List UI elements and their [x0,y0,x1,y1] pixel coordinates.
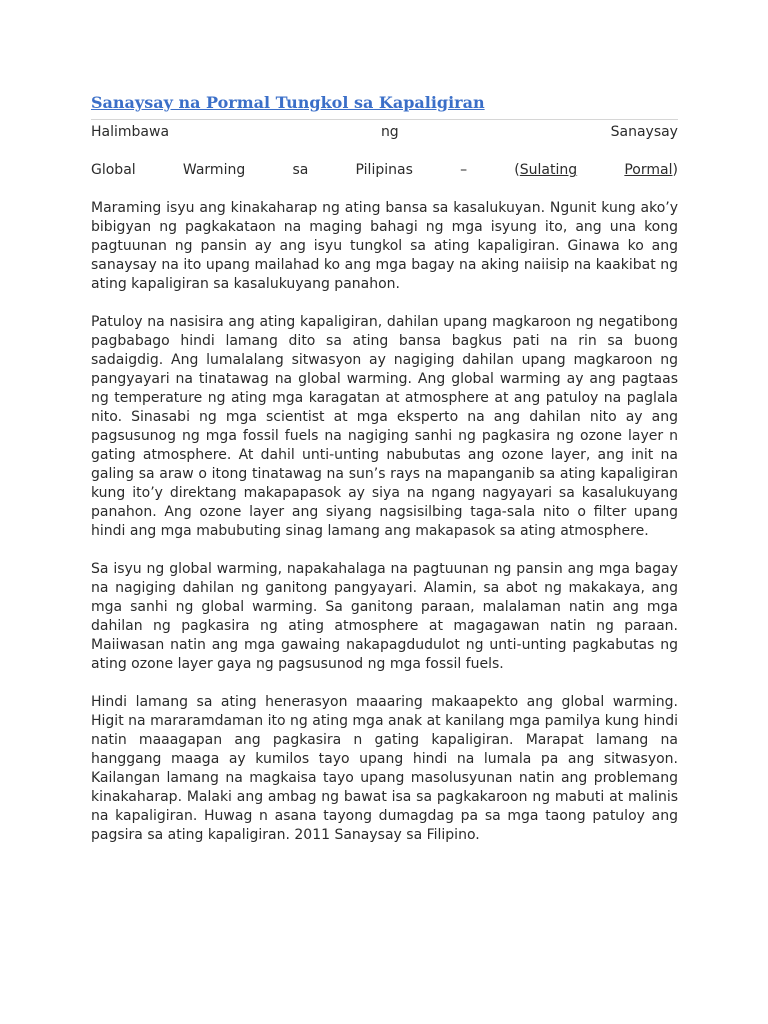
subtitle-word: – [460,162,468,178]
subtitle-word-group [514,161,577,180]
body-paragraph-3: Sa isyu ng global warming, napakahalaga na pagtuunan ng pansin ang mga bagay na nagiging dahilan ng ganitong pangyayari. Alamin, sa abot ng makakaya, ang mga sanhi ng global warming. Sa ganitong paraan, malalaman natin ang mga dahilan ng pagkasira ng ating atmosphere at magagawan natin ng paraan. Maiiwasan natin ang mga gawaing nakapagdudulot ng unti-unting pagkabutas ng ating ozone layer gaya ng pagsusunod ng mga fossil fuels. [91,561,678,672]
page-title-link[interactable]: Sanaysay na Pormal Tungkol sa Kapaligiran [91,92,678,120]
subtitle-word: Sanaysay [610,124,678,140]
body-paragraph-4: Hindi lamang sa ating henerasyon maaaring makaapekto ang global warming. Higit na mararamdaman ito ng ating mga anak at kanilang mga pamilya kung hindi natin maaagapan ang pagkasira n gating kapaligiran. Marapat lamang na hanggang maaga ay kumilos tayo upang hindi na lumala pa ang sitwasyon. Kailangan lamang na magkaisa tayo upang masolusyunan natin ang problemang kinakaharap. Malaki ang ambag ng bawat isa sa pagkakaroon ng mabuti at malinis na kapaligiran. Huwag n asana tayong dumagdag pa sa mga taong patuloy ang pagsira sa ating kapaligiran. 2011 Sanaysay sa Filipino. [91,694,678,843]
subtitle-word: Halimbawa [91,124,170,140]
subtitle-word: Warming [182,162,246,178]
body-paragraph-1: Maraming isyu ang kinakaharap ng ating bansa sa kasalukuyan. Ngunit kung ako’y bibigyan ng pagkakataon na maging bahagi ng mga isyung ito, ang una kong pagtuunan ng pansin ay ang isyu tungkol sa ating kapaligiran. Ginawa ko ang sanaysay na ito upang mailahad ko ang mga bagay na aking naiisip na kaakibat ng ating kapaligiran sa kasalukuyang panahon. [91,200,678,292]
subtitle-word-group [624,161,678,180]
subtitle-underlined-word: Sulating [519,162,578,178]
document-content [91,92,678,845]
subtitle-word: Pilipinas [355,162,413,178]
body-paragraph-2: Patuloy na nasisira ang ating kapaligiran, dahilan upang magkaroon ng negatibong pagbabago hindi lamang dito sa ating bansa bagkus pati na rin sa buong sadaigdig. Ang lumalalang sitwasyon ay nagiging dahilan upang magkaroon ng pangyayari na tinatawag na global warming. Ang global warming ay ang pagtaas ng temperature ng ating mga karagatan at atmosphere at ang patuloy na paglala nito. Sinasabi ng mga scientist at mga eksperto na ang dahilan nito ay ang pagsusunog ng mga fossil fuels na nagiging sanhi ng pagkasira ng ozone layer n gating atmosphere. At dahil unti-unting nabubutas ang ozone layer, ang init na galing sa araw o itong tinatawag na sun’s rays na mapanganib sa ating kapaligiran kung ito’y direktang makapapasok ay siya na ngang nagyayari sa kasalukuyang panahon. Ang ozone layer ang siyang nagsisilbing taga-sala nito o filter upang hindi ang mga mabubuting sinag lamang ang makapasok sa ating atmosphere. [91,314,678,539]
subtitle-line-1 [91,123,678,142]
subtitle-line-2 [91,161,678,180]
open-paren: ( [514,162,520,178]
subtitle-underlined-word: Pormal [624,162,673,178]
close-paren: ) [672,162,678,178]
subtitle-word: ng [380,124,399,140]
subtitle-word: Global [91,162,136,178]
subtitle-word: sa [292,162,309,178]
